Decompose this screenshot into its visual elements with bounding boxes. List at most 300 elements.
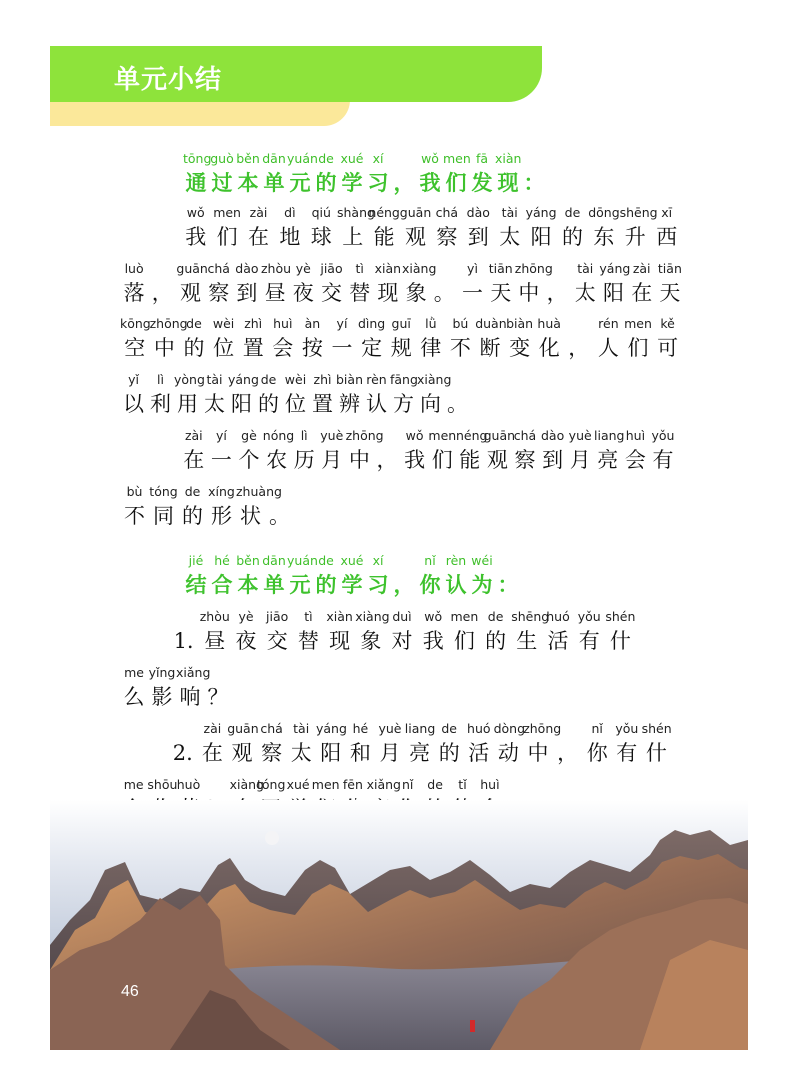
ruby-char <box>588 205 619 251</box>
hanzi-text: 中 <box>527 741 549 765</box>
pinyin-text: xué <box>340 151 364 166</box>
hanzi-text: 月 <box>379 741 401 765</box>
ruby-char <box>243 205 274 251</box>
pinyin-text: tì <box>304 609 313 624</box>
pinyin-text: men <box>443 151 471 166</box>
ruby-char <box>120 372 147 418</box>
hanzi-text: 学 <box>341 573 363 597</box>
hanzi-text: 2. <box>172 741 193 765</box>
ruby-char <box>318 428 346 474</box>
para1-line-2 <box>120 261 694 307</box>
ruby-char <box>417 372 452 418</box>
pinyin-text: wèi <box>284 372 307 387</box>
pinyin-text: wǒ <box>421 151 439 166</box>
ruby-char <box>235 428 263 474</box>
pinyin-text: nǐ <box>424 553 436 568</box>
hanzi-text: 夜 <box>235 629 257 653</box>
ruby-char <box>521 151 547 197</box>
pinyin-text: huì <box>273 316 293 331</box>
pinyin-text: xī <box>661 205 673 220</box>
hanzi-text: 结 <box>185 573 207 597</box>
ruby-char <box>261 553 287 599</box>
pinyin-text <box>444 372 471 388</box>
pinyin-text: chá <box>513 428 537 443</box>
ruby-char <box>605 609 636 655</box>
hanzi-text: 交 <box>266 629 288 653</box>
ruby-char <box>483 428 516 474</box>
pinyin-text: dào <box>235 261 259 276</box>
ruby-char <box>306 205 337 251</box>
ruby-char <box>168 721 198 767</box>
hanzi-text: 会 <box>624 448 646 472</box>
ruby-char <box>149 316 188 362</box>
pinyin-text: běn <box>236 553 260 568</box>
hanzi-text: 在 <box>201 741 223 765</box>
ruby-char <box>120 261 148 307</box>
pinyin-text: zhōng <box>149 316 188 331</box>
ruby-char <box>464 721 494 767</box>
ruby-char <box>373 428 401 474</box>
pinyin-text: tài <box>577 261 594 276</box>
ruby-char <box>374 261 402 307</box>
hanzi-text: ， <box>393 573 415 597</box>
ruby-char <box>235 151 261 197</box>
hanzi-text: 同 <box>153 504 174 528</box>
hanzi-text: 置 <box>312 392 333 416</box>
pinyin-text: huà <box>537 316 561 331</box>
hanzi-text: 一 <box>331 336 353 360</box>
ruby-char <box>286 721 316 767</box>
pinyin-text: zhōng <box>523 721 562 736</box>
ruby-char <box>511 609 550 655</box>
pinyin-text: yǒu <box>577 609 601 624</box>
hanzi-text: 你 <box>586 741 608 765</box>
ruby-char <box>211 205 242 251</box>
pinyin-text: de <box>487 609 504 624</box>
ruby-char <box>290 428 318 474</box>
pinyin-text: yuè <box>378 721 402 736</box>
hanzi-text: 学 <box>341 171 363 195</box>
hanzi-text: 有 <box>652 448 674 472</box>
pinyin-text: chá <box>207 261 230 276</box>
hanzi-text: 规 <box>390 336 412 360</box>
hanzi-text: 方 <box>393 392 414 416</box>
pinyin-text: de <box>184 484 201 499</box>
pinyin-text: nóng <box>262 428 295 443</box>
hanzi-text: 的 <box>315 573 337 597</box>
hanzi-text: 观 <box>179 281 201 305</box>
ruby-char <box>574 609 605 655</box>
pinyin-text: shén <box>641 721 672 736</box>
ruby-char <box>327 316 357 362</box>
hanzi-text: 一 <box>210 448 232 472</box>
pinyin-text: de <box>564 205 581 220</box>
ruby-char <box>257 721 287 767</box>
ruby-char <box>628 261 656 307</box>
hanzi-text: 中 <box>348 448 370 472</box>
ruby-char <box>443 151 469 197</box>
hanzi-text: 和 <box>349 741 371 765</box>
pinyin-text: fā <box>475 151 489 166</box>
hanzi-text: 不 <box>449 336 471 360</box>
hanzi-text: 夜 <box>292 281 314 305</box>
ruby-char <box>199 609 230 655</box>
ruby-char <box>456 428 488 474</box>
ruby-char <box>656 261 684 307</box>
hanzi-text: 空 <box>124 336 146 360</box>
pinyin-text: huó <box>546 609 570 624</box>
ruby-char <box>313 553 339 599</box>
ruby-char <box>416 316 446 362</box>
hanzi-text: 你 <box>419 573 441 597</box>
ruby-char <box>363 372 390 418</box>
pinyin-text: xiǎng <box>366 777 401 792</box>
question1-line-1 <box>168 609 646 655</box>
ruby-char <box>649 428 677 474</box>
pinyin-text: yuán <box>287 553 318 568</box>
ruby-char <box>428 428 456 474</box>
hiker-figure <box>470 1020 475 1032</box>
pinyin-text <box>391 151 417 167</box>
hanzi-text: 单 <box>263 573 285 597</box>
ruby-char <box>317 261 345 307</box>
pinyin-text: hé <box>352 721 369 736</box>
pinyin-text <box>168 609 199 625</box>
hanzi-text: 人 <box>597 336 619 360</box>
pinyin-text: shōu <box>147 777 178 792</box>
pinyin-text: jiāo <box>320 261 343 276</box>
ruby-char <box>495 553 521 599</box>
hanzi-text: 本 <box>237 171 259 195</box>
landscape-photo <box>50 800 748 1050</box>
hanzi-text: 能 <box>373 225 395 249</box>
pinyin-text: zài <box>203 721 222 736</box>
ruby-char <box>209 151 235 197</box>
pinyin-text: xiàng <box>402 261 437 276</box>
pinyin-text: guān <box>176 261 208 276</box>
ruby-char <box>446 316 476 362</box>
ruby-char <box>542 609 573 655</box>
ruby-char <box>261 261 292 307</box>
pinyin-text: guī <box>391 316 411 331</box>
pinyin-text: liang <box>404 721 436 736</box>
ruby-char <box>444 372 471 418</box>
hanzi-text: 阳 <box>602 281 624 305</box>
hanzi-text: 我 <box>422 629 444 653</box>
ruby-char <box>511 428 539 474</box>
pinyin-text <box>564 316 594 332</box>
hanzi-text: 辨 <box>339 392 360 416</box>
pinyin-text: men <box>428 428 457 443</box>
hanzi-text: 利 <box>150 392 171 416</box>
pinyin-text: xíng <box>208 484 235 499</box>
ruby-char <box>201 372 228 418</box>
ruby-char <box>287 553 318 599</box>
hanzi-text: ， <box>376 448 398 472</box>
pinyin-text: xí <box>372 553 384 568</box>
ruby-char <box>386 316 416 362</box>
hanzi-text: 昼 <box>204 629 226 653</box>
ruby-char <box>505 316 535 362</box>
hanzi-text: 在 <box>247 225 269 249</box>
ruby-char <box>168 609 199 655</box>
ruby-char <box>564 316 594 362</box>
hanzi-text: 太 <box>574 281 596 305</box>
pinyin-text <box>495 553 521 569</box>
hanzi-text: 律 <box>420 336 442 360</box>
ruby-char <box>391 151 417 197</box>
ruby-char <box>494 205 525 251</box>
hanzi-text: 现 <box>377 281 399 305</box>
hanzi-text: ， <box>557 741 579 765</box>
pinyin-text: dìng <box>357 316 386 331</box>
pinyin-text: zhì <box>244 316 263 331</box>
ruby-char <box>525 205 556 251</box>
hanzi-text: 们 <box>431 448 453 472</box>
pinyin-text: dòng <box>493 721 526 736</box>
ruby-char <box>337 205 375 251</box>
pinyin-text: běn <box>236 151 260 166</box>
pinyin-text: xiàng <box>229 777 264 792</box>
ruby-char <box>365 553 391 599</box>
hanzi-text: 生 <box>516 629 538 653</box>
hanzi-text: 响 <box>179 685 201 709</box>
pinyin-text: liang <box>594 428 625 443</box>
hanzi-text: 可 <box>657 336 679 360</box>
ruby-char <box>149 484 178 530</box>
pinyin-text: de <box>260 372 277 387</box>
hanzi-text: 西 <box>656 225 678 249</box>
hanzi-text: 元 <box>289 573 311 597</box>
pinyin-text: bù <box>126 484 143 499</box>
hanzi-text: 上 <box>342 225 364 249</box>
ruby-char <box>183 151 212 197</box>
hanzi-text: 替 <box>297 629 319 653</box>
hanzi-text: 亮 <box>597 448 619 472</box>
ruby-char <box>274 205 305 251</box>
ruby-char <box>523 721 562 767</box>
hanzi-text: 对 <box>391 629 413 653</box>
pinyin-text: dào <box>466 205 490 220</box>
ruby-char <box>458 261 486 307</box>
pinyin-text: fāng <box>390 372 418 387</box>
hanzi-text: 形 <box>211 504 232 528</box>
pinyin-text: zài <box>632 261 651 276</box>
pinyin-text: xué <box>286 777 310 792</box>
pinyin-text: luò <box>124 261 144 276</box>
hanzi-text: 什 <box>609 629 631 653</box>
pinyin-text: me <box>123 777 144 792</box>
hanzi-text: 动 <box>497 741 519 765</box>
pinyin-text: yòng <box>174 372 205 387</box>
ruby-char <box>209 553 235 599</box>
hanzi-text: 么 <box>123 685 145 709</box>
ruby-char <box>174 372 205 418</box>
ruby-char <box>571 261 599 307</box>
pinyin-text: néng <box>368 205 400 220</box>
pinyin-text <box>504 777 531 793</box>
ruby-char <box>417 553 443 599</box>
ruby-char <box>179 316 209 362</box>
hanzi-text: ， <box>393 171 415 195</box>
pinyin-text: nǐ <box>401 777 414 792</box>
question1-line-2 <box>120 665 242 711</box>
ruby-char <box>612 721 642 767</box>
pinyin-text: de <box>427 777 443 792</box>
hanzi-text: 。 <box>433 281 455 305</box>
pinyin-text: tōng <box>183 151 212 166</box>
pinyin-text: xiǎng <box>176 665 211 680</box>
pinyin-text: tiān <box>657 261 682 276</box>
ruby-char <box>487 261 515 307</box>
hanzi-text: 察 <box>208 281 230 305</box>
pinyin-text: rén <box>598 316 619 331</box>
ruby-char <box>346 721 376 767</box>
pinyin-text: guò <box>210 151 234 166</box>
pinyin-text: zhì <box>313 372 332 387</box>
pinyin-text <box>521 151 547 167</box>
pinyin-text: de <box>318 553 334 568</box>
hanzi-text: 的 <box>561 225 583 249</box>
ruby-char <box>346 261 374 307</box>
hanzi-text: 到 <box>236 281 258 305</box>
pinyin-text: duàn <box>475 316 507 331</box>
pinyin-text <box>373 428 401 444</box>
pinyin-text: wǒ <box>405 428 424 443</box>
ruby-char <box>336 372 363 418</box>
hanzi-text: 阳 <box>320 741 342 765</box>
ruby-char <box>463 205 494 251</box>
hanzi-text: 象 <box>405 281 427 305</box>
ruby-char <box>475 316 505 362</box>
ruby-char <box>255 372 282 418</box>
hanzi-text: 定 <box>361 336 383 360</box>
pinyin-text: néng <box>456 428 488 443</box>
hanzi-text: 活 <box>547 629 569 653</box>
pinyin-text: yáng <box>599 261 631 276</box>
ruby-char <box>228 372 259 418</box>
hanzi-text: 升 <box>624 225 646 249</box>
pinyin-text: rèn <box>445 553 467 568</box>
hanzi-text: 认 <box>366 392 387 416</box>
hanzi-text: 我 <box>185 225 207 249</box>
pinyin-text: xiàng <box>355 609 390 624</box>
pinyin-text: jiāo <box>266 609 289 624</box>
ruby-char <box>282 372 309 418</box>
hanzi-text: 能 <box>459 448 481 472</box>
ruby-char <box>642 721 672 767</box>
pinyin-text <box>553 721 583 737</box>
pinyin-text: tiān <box>488 261 513 276</box>
ruby-char <box>539 428 567 474</box>
pinyin-text: men <box>450 609 479 624</box>
pinyin-text: kōng <box>120 316 151 331</box>
hanzi-text: 影 <box>151 685 173 709</box>
ruby-char <box>289 261 317 307</box>
ruby-char <box>233 261 261 307</box>
pinyin-text: dōng <box>588 205 620 220</box>
para1-line-3 <box>120 316 692 362</box>
hanzi-text: 现 <box>497 171 519 195</box>
para1-line-4 <box>120 372 481 418</box>
pinyin-text: gè <box>241 428 257 443</box>
pinyin-text: guān <box>483 428 516 443</box>
pinyin-text: de <box>186 316 202 331</box>
hanzi-text: ： <box>497 573 519 597</box>
hanzi-text: 天 <box>490 281 512 305</box>
pinyin-text: dān <box>262 553 286 568</box>
hanzi-text: 我 <box>419 171 441 195</box>
hanzi-text: 有 <box>616 741 638 765</box>
hanzi-text: 们 <box>445 171 467 195</box>
pinyin-text: tì <box>355 261 364 276</box>
hanzi-text: 本 <box>237 573 259 597</box>
hanzi-text: 通 <box>185 171 207 195</box>
hanzi-text: 东 <box>593 225 615 249</box>
ruby-char <box>557 205 588 251</box>
ruby-char <box>120 484 149 530</box>
hanzi-text: 什 <box>645 741 667 765</box>
pinyin-text: huì <box>480 777 500 792</box>
ruby-char <box>227 721 257 767</box>
pinyin-text: me <box>124 665 144 680</box>
hanzi-text: 在 <box>631 281 653 305</box>
hanzi-text: 一 <box>461 281 483 305</box>
hanzi-text: 向 <box>420 392 441 416</box>
ruby-char <box>262 428 295 474</box>
hanzi-text: 为 <box>471 573 493 597</box>
ruby-char <box>651 205 682 251</box>
hanzi-text: 以 <box>123 392 144 416</box>
pinyin-text: wǒ <box>186 205 205 220</box>
ruby-char <box>176 665 211 711</box>
hanzi-text: 按 <box>301 336 323 360</box>
pinyin-text: nǐ <box>591 721 603 736</box>
hanzi-text: 观 <box>486 448 508 472</box>
ruby-char <box>339 553 365 599</box>
ruby-char <box>417 151 443 197</box>
ruby-char <box>390 372 417 418</box>
hanzi-text: 象 <box>360 629 382 653</box>
hanzi-text: 到 <box>542 448 564 472</box>
pinyin-text <box>543 261 571 277</box>
pinyin-text: biàn <box>506 316 534 331</box>
hanzi-text: 们 <box>216 225 238 249</box>
pinyin-text: shén <box>605 609 636 624</box>
hanzi-text: 变 <box>509 336 531 360</box>
ruby-char <box>599 261 631 307</box>
ruby-char <box>265 484 294 530</box>
hanzi-text: 活 <box>468 741 490 765</box>
pinyin-text: duì <box>392 609 412 624</box>
page-number: 46 <box>121 983 139 1000</box>
ruby-char <box>402 261 437 307</box>
hanzi-text: ， <box>568 336 590 360</box>
pinyin-text: yuán <box>287 151 318 166</box>
pinyin-text: shēng <box>511 609 550 624</box>
ruby-char <box>368 205 399 251</box>
pinyin-text: qiú <box>311 205 331 220</box>
hanzi-text: 在 <box>183 448 205 472</box>
pinyin-text: men <box>311 777 340 792</box>
ruby-char <box>553 721 583 767</box>
pinyin-text: rèn <box>366 372 387 387</box>
hanzi-text: 历 <box>293 448 315 472</box>
pinyin-text: tóng <box>149 484 178 499</box>
pinyin-text: yǒu <box>651 428 675 443</box>
ruby-char <box>268 316 298 362</box>
ruby-char <box>480 609 511 655</box>
